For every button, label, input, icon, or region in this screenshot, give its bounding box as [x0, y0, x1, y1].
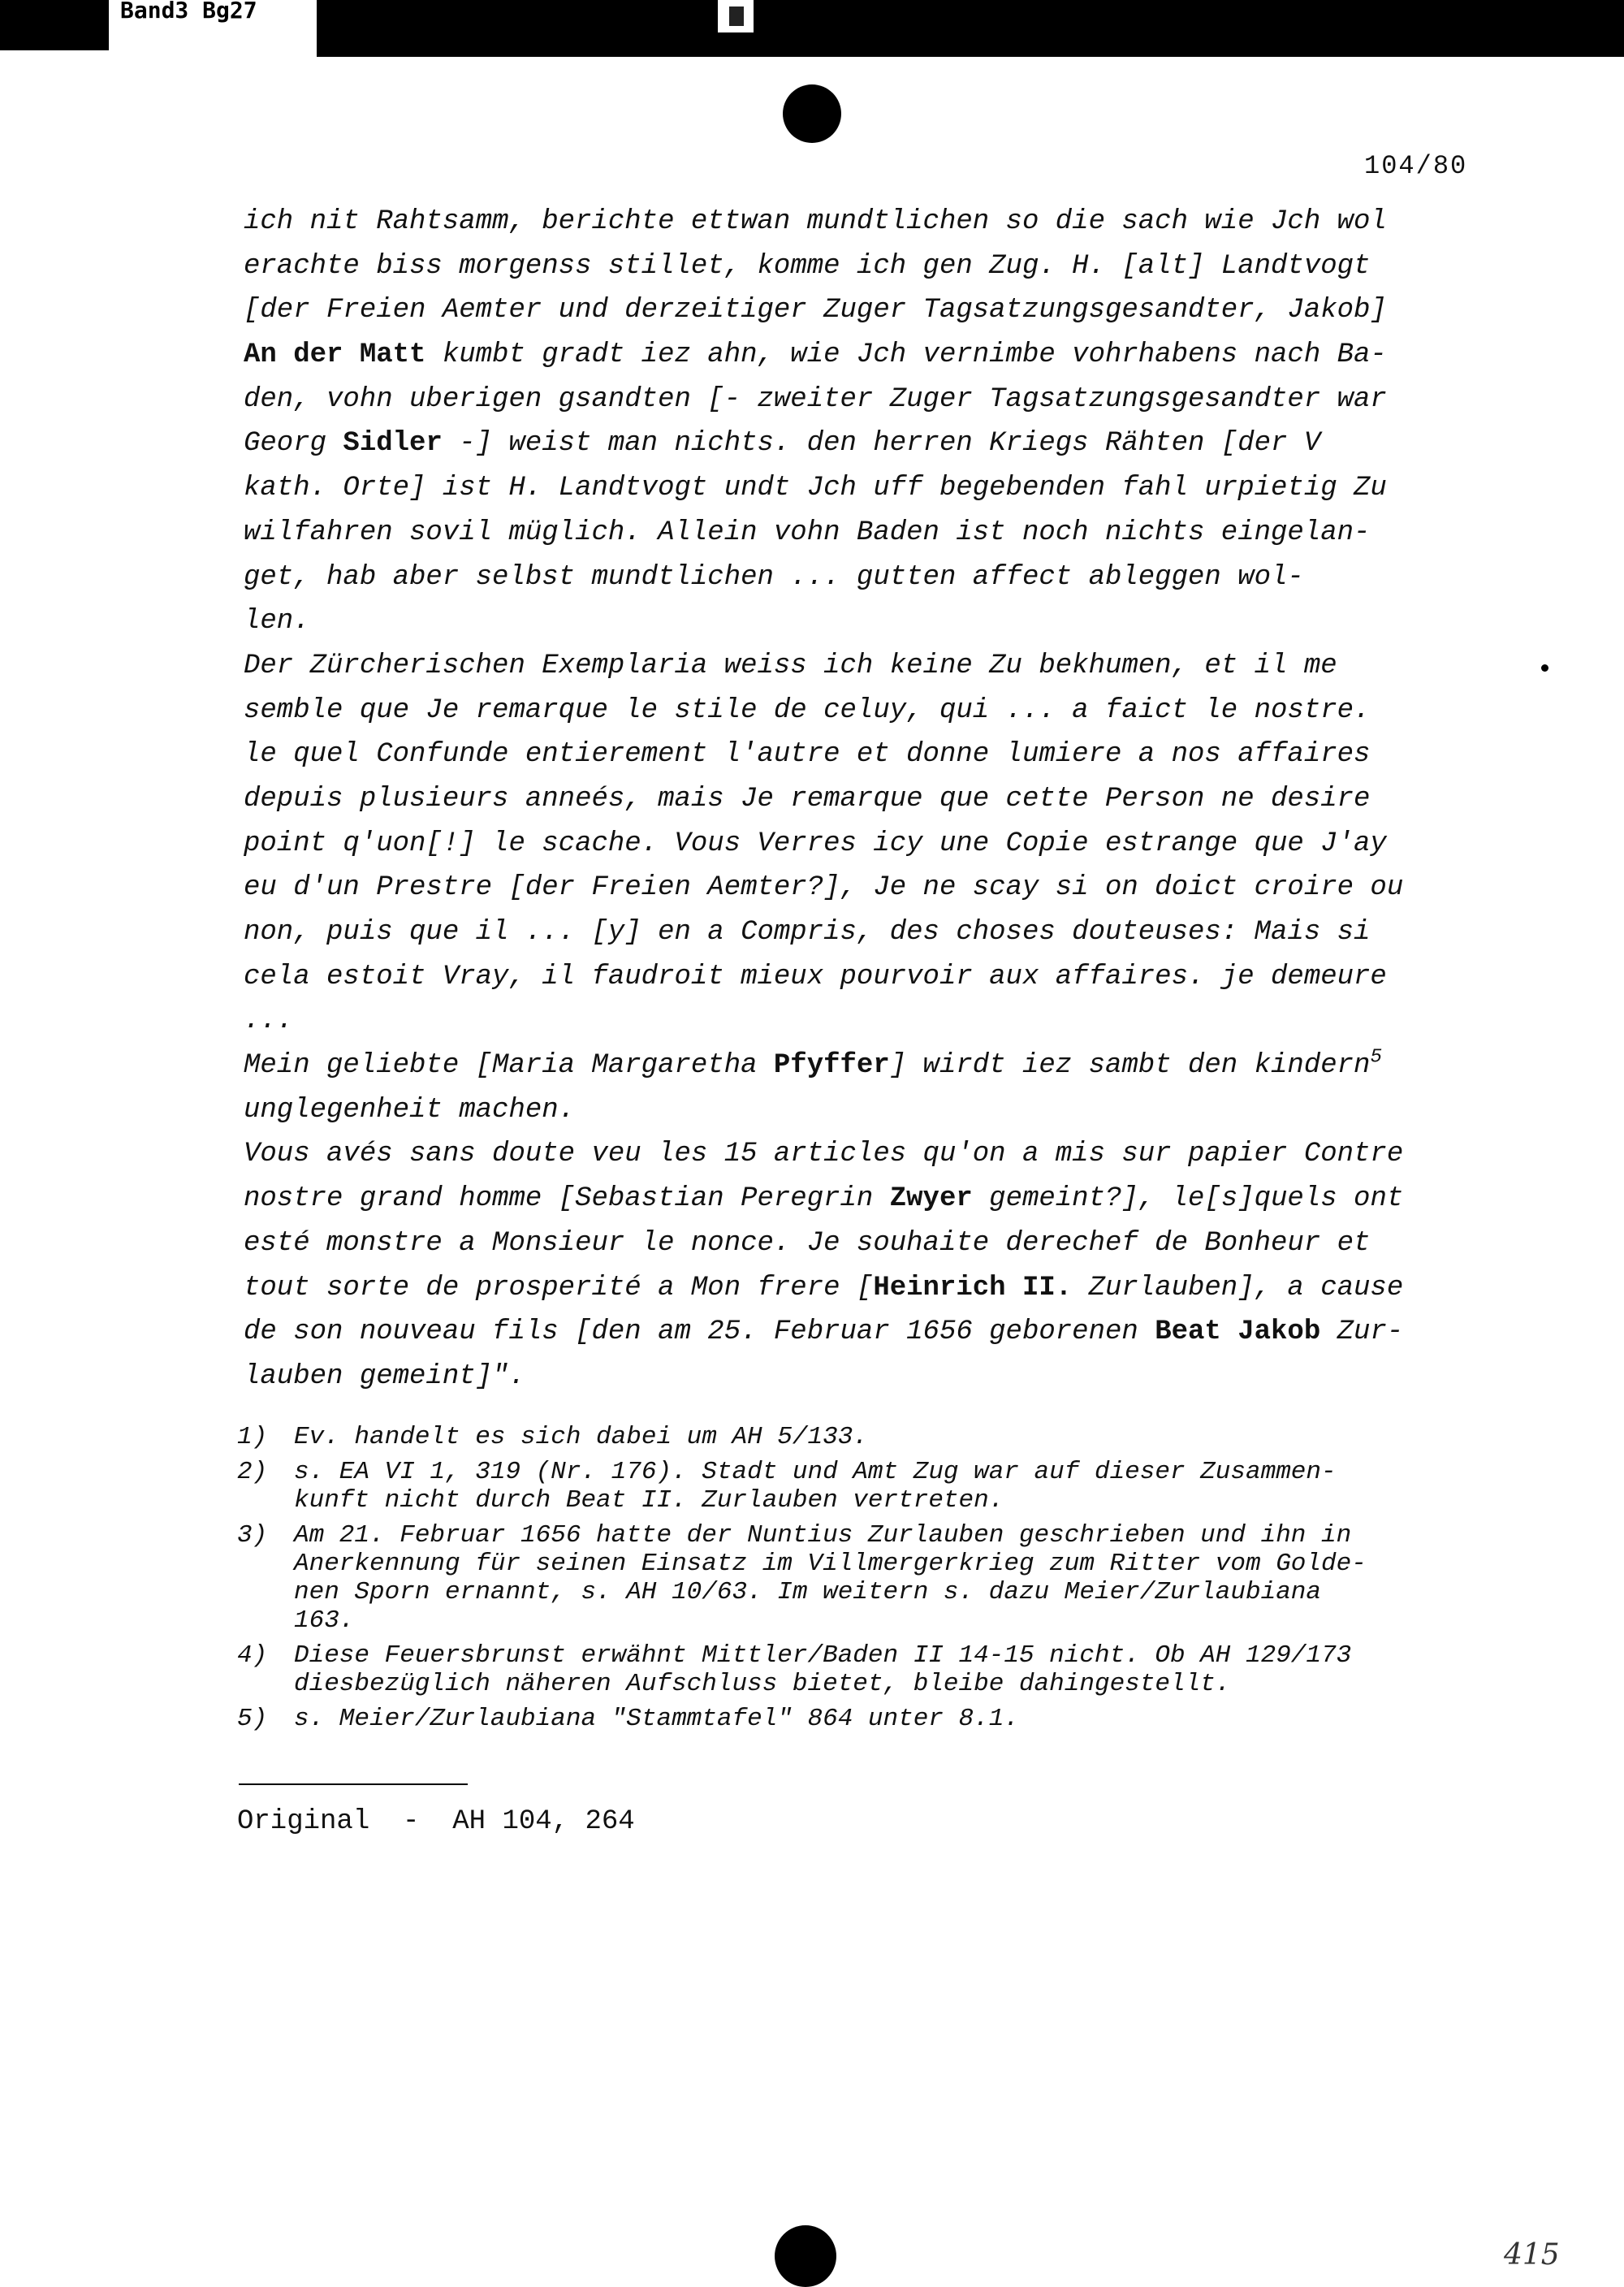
- footnote-text: [294, 1705, 1504, 1733]
- text-line: [244, 378, 1494, 422]
- text-line: [244, 689, 1494, 733]
- text-segment: Zurlauben], a cause: [1072, 1272, 1404, 1303]
- band-label: Band3 Bg27: [110, 0, 272, 21]
- text-line: [244, 333, 1494, 378]
- text-line: [244, 1044, 1494, 1088]
- text-segment: gemeint?], le[s]quels ont: [972, 1183, 1404, 1215]
- text-line: [244, 556, 1494, 600]
- text-segment: Vous avés sans doute veu les 15 articles qu'on a mis sur papier Contre: [244, 1139, 1404, 1170]
- footnote-line: kunft nicht durch Beat II. Zurlauben vertreten.: [294, 1486, 1004, 1515]
- text-segment: ...: [244, 1005, 294, 1037]
- bold-name: Sidler: [343, 428, 443, 460]
- text-line: [244, 955, 1494, 1000]
- scan-border-right: [317, 0, 1624, 57]
- text-segment: den, vohn uberigen gsandten [- zweiter Zuger Tagsatzungsgesandter war: [244, 383, 1387, 415]
- punch-hole-bottom: [775, 2225, 836, 2287]
- footnote-number: 4): [237, 1641, 268, 1670]
- text-segment: tout sorte de prosperité a Mon frere [: [244, 1272, 874, 1303]
- bold-name: Zwyer: [889, 1183, 973, 1215]
- footnote-number: 1): [237, 1423, 268, 1451]
- text-segment: get, hab aber selbst mundtlichen ... gutten affect ableggen wol-: [244, 561, 1304, 593]
- handwritten-page-number: 415: [1504, 2238, 1560, 2272]
- footnote-number: 3): [237, 1521, 268, 1550]
- footnote-marker: 5: [1370, 1046, 1382, 1069]
- text-segment: erachte biss morgenss stillet, komme ich gen Zug. H. [alt] Landtvogt: [244, 250, 1371, 282]
- bold-name: Heinrich II.: [873, 1272, 1073, 1303]
- main-text: [244, 200, 1494, 1399]
- bold-name: Beat Jakob: [1155, 1316, 1321, 1348]
- footnote-line: nen Sporn ernannt, s. AH 10/63. Im weitern s. dazu Meier/Zurlaubiana: [294, 1578, 1322, 1606]
- text-segment: kath. Orte] ist H. Landtvogt undt Jch uff begebenden fahl urpietig Zu: [244, 473, 1387, 504]
- text-segment: ] wirdt iez sambt den kindern: [889, 1050, 1371, 1082]
- text-line: [244, 1355, 1494, 1399]
- footnote-text: [294, 1641, 1504, 1698]
- text-segment: point q'uon[!] le scache. Vous Verres icy une Copie estrange que J'ay: [244, 828, 1387, 859]
- text-line: [244, 1132, 1494, 1177]
- source-reference: Original - AH 104, 264: [237, 1806, 635, 1837]
- text-segment: esté monstre a Monsieur le nonce. Je souhaite derechef de Bonheur et: [244, 1227, 1371, 1259]
- text-line: [244, 1088, 1494, 1133]
- text-segment: cela estoit Vray, il faudroit mieux pourvoir aux affaires. je demeure: [244, 961, 1387, 992]
- punch-hole-top: [783, 84, 841, 143]
- text-line: [244, 466, 1494, 511]
- text-line: [244, 288, 1494, 333]
- text-segment: de son nouveau fils [den am 25. Februar 1656 geborenen: [244, 1316, 1155, 1348]
- text-segment: le quel Confunde entierement l'autre et donne lumiere a nos affaires: [244, 739, 1371, 771]
- text-line: [244, 999, 1494, 1044]
- text-line: [244, 866, 1494, 910]
- text-line: [244, 733, 1494, 777]
- footnote-text: [294, 1458, 1504, 1515]
- text-line: [244, 1266, 1494, 1311]
- footnote-line: Ev. handelt es sich dabei um AH 5/133.: [294, 1423, 868, 1451]
- footnote-number: 5): [237, 1705, 268, 1733]
- margin-dot: [1541, 664, 1548, 672]
- footnote: [237, 1705, 1504, 1733]
- footnote: [237, 1521, 1504, 1635]
- footnote-line: s. EA VI 1, 319 (Nr. 176). Stadt und Amt Zug war auf dieser Zusammen-: [294, 1458, 1337, 1486]
- text-line: [244, 1310, 1494, 1355]
- text-segment: eu d'un Prestre [der Freien Aemter?], Je ne scay si on doict croire ou: [244, 872, 1404, 904]
- footnote-line: Anerkennung für seinen Einsatz im Villmergerkrieg zum Ritter vom Golde-: [294, 1550, 1367, 1578]
- footnote-line: diesbezüglich näheren Aufschluss bietet, bleibe dahingestellt.: [294, 1670, 1231, 1698]
- footnotes: [237, 1423, 1504, 1740]
- bold-name: Pfyffer: [773, 1050, 890, 1082]
- text-segment: Der Zürcherischen Exemplaria weiss ich keine Zu bekhumen, et il me: [244, 650, 1337, 681]
- text-segment: -] weist man nichts. den herren Kriegs Rähten [der V: [442, 428, 1321, 460]
- footnote-text: [294, 1521, 1504, 1635]
- text-segment: Mein geliebte [Maria Margaretha: [244, 1050, 774, 1082]
- text-line: [244, 1177, 1494, 1221]
- footnote-text: [294, 1423, 1504, 1451]
- text-line: [244, 200, 1494, 244]
- footnote: [237, 1458, 1504, 1515]
- footnote-line: Diese Feuersbrunst erwähnt Mittler/Baden II 14-15 nicht. Ob AH 129/173: [294, 1641, 1352, 1670]
- text-segment: depuis plusieurs anneés, mais Je remarque que cette Person ne desire: [244, 783, 1371, 815]
- text-line: [244, 822, 1494, 867]
- text-segment: semble que Je remarque le stile de celuy, qui ... a faict le nostre.: [244, 694, 1371, 726]
- text-segment: Zur-: [1320, 1316, 1404, 1348]
- text-line: [244, 422, 1494, 466]
- text-segment: kumbt gradt iez ahn, wie Jch vernimbe vohrhabens nach Ba-: [425, 339, 1387, 371]
- text-segment: len.: [244, 606, 310, 638]
- page-number: 104/80: [1364, 151, 1468, 181]
- bold-name: An der Matt: [244, 339, 426, 371]
- text-line: [244, 777, 1494, 822]
- footnote-number: 2): [237, 1458, 268, 1486]
- text-segment: [der Freien Aemter und derzeitiger Zuger Tagsatzungsgesandter, Jakob]: [244, 295, 1387, 326]
- footnote: [237, 1423, 1504, 1451]
- text-segment: nostre grand homme [Sebastian Peregrin: [244, 1183, 890, 1215]
- text-line: [244, 511, 1494, 556]
- scan-border-left: [0, 0, 109, 50]
- text-line: [244, 644, 1494, 689]
- text-line: [244, 1221, 1494, 1266]
- text-segment: unglegenheit machen.: [244, 1094, 576, 1126]
- text-line: [244, 244, 1494, 289]
- scan-mark: [729, 6, 744, 26]
- footnote-line: s. Meier/Zurlaubiana "Stammtafel" 864 unter 8.1.: [294, 1705, 1019, 1733]
- footnote-line: 163.: [294, 1606, 355, 1635]
- text-segment: wilfahren sovil müglich. Allein vohn Baden ist noch nichts eingelan-: [244, 517, 1371, 548]
- footnote-line: Am 21. Februar 1656 hatte der Nuntius Zurlauben geschrieben und ihn in: [294, 1521, 1352, 1550]
- text-line: [244, 599, 1494, 644]
- text-segment: Georg: [244, 428, 343, 460]
- footnote: [237, 1641, 1504, 1698]
- text-segment: ich nit Rahtsamm, berichte ettwan mundtlichen so die sach wie Jch wol: [244, 206, 1387, 237]
- text-segment: non, puis que il ... [y] en a Compris, des choses douteuses: Mais si: [244, 917, 1371, 948]
- text-segment: lauben gemeint]".: [244, 1360, 525, 1392]
- text-line: [244, 910, 1494, 955]
- separator-line: [239, 1783, 468, 1785]
